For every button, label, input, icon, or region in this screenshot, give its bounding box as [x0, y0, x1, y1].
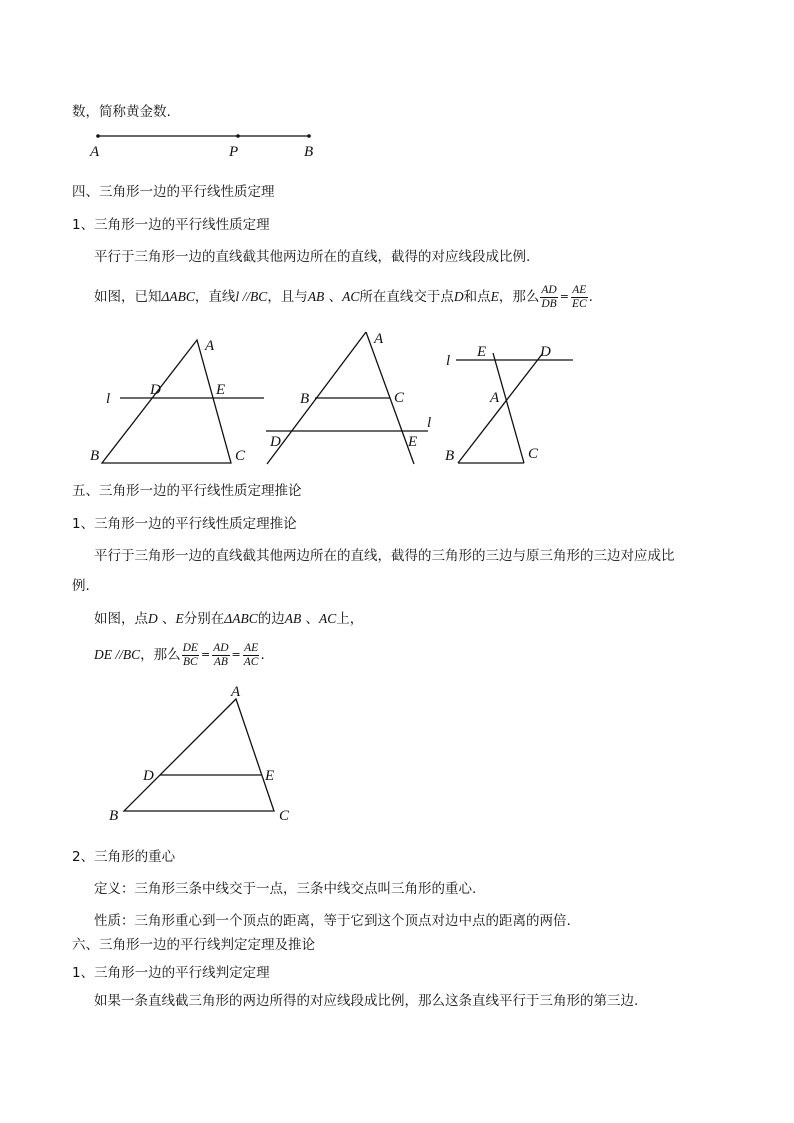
- subsection-heading: 1、三角形一边的平行线判定定理: [72, 965, 270, 981]
- fraction-ae-ac: $\frac{AE}{AC}$: [243, 641, 259, 668]
- label-a: A: [90, 144, 100, 160]
- svg-text:E: E: [265, 768, 275, 784]
- svg-text:A: A: [231, 684, 241, 700]
- svg-text:l: l: [446, 353, 451, 369]
- subsection-heading: 1、三角形一边的平行线性质定理推论: [72, 516, 297, 532]
- paragraph: 平行于三角形一边的直线截其他两边所在的直线，截得的对应线段成比例.: [94, 249, 531, 265]
- formula-paragraph: DE //BC，那么 $\frac{DE}{BC}$ = $\frac{AD}{AB}$ = $\frac{AE}{AC}$ .: [94, 641, 265, 668]
- svg-text:E: E: [477, 344, 487, 360]
- svg-text:A: A: [490, 390, 500, 406]
- section-heading: 六、三角形一边的平行线判定定理及推论: [72, 937, 315, 953]
- subsection-heading: 1、三角形一边的平行线性质定理: [72, 217, 270, 233]
- figure-3: [445, 344, 573, 464]
- svg-text:B: B: [445, 448, 455, 464]
- fraction-ad-db: $\frac{AD}{DB}$: [541, 283, 557, 310]
- paragraph: 如果一条直线截三角形的两边所得的对应线段成比例，那么这条直线平行于三角形的第三边.: [94, 993, 639, 1009]
- section-heading: 四、三角形一边的平行线性质定理: [72, 184, 275, 200]
- fraction-ae-ec: $\frac{AE}{EC}$: [571, 283, 587, 310]
- paragraph: 性质：三角形重心到一个顶点的距离，等于它到这个顶点对边中点的距离的两倍.: [94, 913, 571, 929]
- svg-text:A: A: [205, 338, 215, 354]
- svg-text:C: C: [279, 808, 290, 824]
- paragraph: 定义：三角形三条中线交于一点，三条中线交点叫三角形的重心.: [94, 881, 477, 897]
- paragraph: 例.: [72, 578, 90, 594]
- point-b: [307, 134, 311, 138]
- svg-text:l: l: [427, 415, 432, 431]
- triangle-figure: [100, 680, 310, 825]
- svg-text:E: E: [216, 382, 226, 398]
- svg-text:B: B: [109, 808, 119, 824]
- formula-paragraph: 如图，已知ΔABC，直线l //BC，且与AB 、AC所在直线交于点D和点E，那么 $\frac{AD}{DB}$ = $\frac{AE}{EC}$ .: [94, 283, 593, 310]
- svg-text:B: B: [300, 391, 310, 407]
- svg-text:D: D: [150, 382, 161, 398]
- paragraph: 如图，点D 、E分别在ΔABC的边AB 、AC上，: [94, 611, 364, 627]
- svg-text:D: D: [540, 344, 551, 360]
- figure-1: [90, 338, 264, 464]
- figure-2: [266, 331, 431, 464]
- svg-text:C: C: [235, 448, 246, 464]
- fraction-de-bc: $\frac{DE}{BC}$: [182, 641, 198, 668]
- svg-text:B: B: [90, 448, 100, 464]
- svg-text:D: D: [143, 768, 154, 784]
- point-p: [236, 134, 240, 138]
- parallel-figures: [88, 330, 588, 470]
- svg-text:E: E: [408, 434, 418, 450]
- svg-text:C: C: [394, 390, 405, 406]
- text-line: 数，简称黄金数.: [72, 104, 171, 120]
- label-b: B: [304, 144, 314, 160]
- label-p: P: [229, 144, 239, 160]
- segment-figure: [86, 128, 326, 162]
- svg-text:D: D: [270, 434, 281, 450]
- subsection-heading: 2、三角形的重心: [72, 849, 176, 865]
- section-heading: 五、三角形一边的平行线性质定理推论: [72, 483, 302, 499]
- fraction-ad-ab: $\frac{AD}{AB}$: [213, 641, 229, 668]
- svg-text:C: C: [528, 446, 539, 462]
- paragraph: 平行于三角形一边的直线截其他两边所在的直线，截得的三角形的三边与原三角形的三边对应成比: [94, 548, 675, 564]
- point-a: [96, 134, 100, 138]
- svg-text:A: A: [374, 331, 384, 347]
- svg-text:l: l: [106, 391, 111, 407]
